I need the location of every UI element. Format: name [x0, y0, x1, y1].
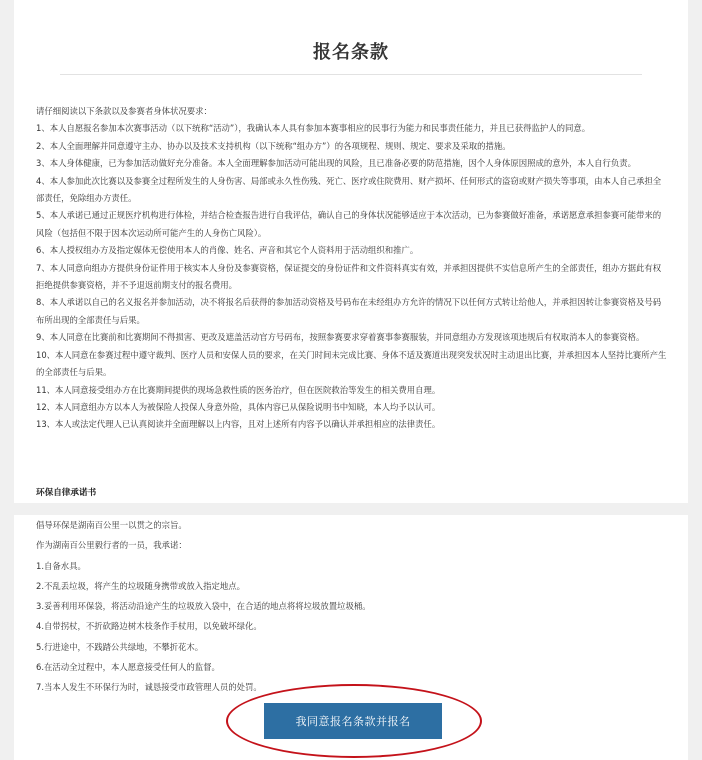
env-line: 7.当本人发生不环保行为时，诚恳接受市政管理人员的处罚。: [36, 682, 262, 693]
terms-item: 3、本人身体健康，已为参加活动做好充分准备。本人全面理解参加活动可能出现的风险，且已准备必要的防范措施，因个人身体原因照成的意外，本人自行负责。: [36, 158, 636, 169]
terms-item: 10、本人同意在参赛过程中遵守裁判、医疗人员和安保人员的要求，在关门时间未完成比赛、身体不适及赛道出现突发状况时主动退出比赛，并承担因本人坚持比赛所产生的全部责任与后果。: [36, 349, 667, 378]
env-line: 1.自备水具。: [36, 560, 86, 571]
terms-item: 7、本人同意向组办方提供身份证件用于核实本人身份及参赛资格，保证提交的身份证件和文件资料真实有效，并承担因提供不实信息所产生的全部责任，组办方据此有权拒绝提供参赛资格，并不予退返前期支付的报名费用。: [36, 262, 662, 291]
terms-item: 12、本人同意组办方以本人为被保险人投保人身意外险，具体内容已从保险说明书中知晓，本人均予以认可。: [36, 401, 441, 412]
section-gap: [0, 503, 702, 515]
terms-intro: 请仔细阅读以下条款以及参赛者身体状况要求：: [36, 106, 212, 116]
title-divider: [60, 74, 642, 75]
page-title: 报名条款: [313, 42, 389, 63]
terms-item: 5、本人承诺已通过正规医疗机构进行体检，并结合检查报告进行自我评估，确认自己的身体状况能够适应于本次活动，已为参赛做好准备，承诺愿意承担参赛可能带来的风险（包括但不限于因本次运动所可能产生的人身伤亡风险）。: [36, 210, 662, 238]
env-line: 2.不乱丢垃圾，将产生的垃圾随身携带或放入指定地点。: [36, 580, 245, 591]
terms-item: 11、本人同意接受组办方在比赛期间提供的现场急救性质的医务治疗，但在医院救治等发生的相关费用自理。: [36, 384, 441, 395]
env-line: 6.在活动全过程中，本人愿意接受任何人的监督。: [36, 662, 220, 673]
terms-item: 2、本人全面理解并同意遵守主办、协办以及技术支持机构（以下统称“组办方”）的各项规程、规则、规定、要求及采取的措施。: [36, 140, 511, 151]
terms-item: 1、本人自愿报名参加本次赛事活动（以下统称“活动”），我确认本人具有参加本赛事相应的民事行为能力和民事责任能力，并且已获得监护人的同意。: [36, 123, 591, 134]
terms-item: 8、本人承诺以自己的名义报名并参加活动，决不将报名后获得的参加活动资格及号码布在未经组办方允许的情况下以任何方式转让给他人，并承担因转让参赛资格及号码布所出现的全部责任与后果。: [36, 297, 662, 325]
env-pledge-section: [36, 515, 668, 698]
terms-item: 6、本人授权组办方及指定媒体无偿使用本人的肖像、姓名、声音和其它个人资料用于活动组织和推广。: [36, 245, 419, 256]
terms-item: 9、本人同意在比赛前和比赛期间不得损害、更改及遮盖活动官方号码布，按照参赛要求穿着赛事参赛服装，并同意组办方发现该项违规后有权取消本人的参赛资格。: [36, 332, 645, 343]
env-line: 5.行进途中，不践踏公共绿地，不攀折花木。: [36, 641, 204, 652]
terms-item: 4、本人参加此次比赛以及参赛全过程所发生的人身伤害、局部或永久性伤残、死亡、医疗或住院费用、财产损坏、任何形式的盗窃或财产损失等事项，由本人自己承担全部责任，免除组办方责任。: [36, 175, 662, 204]
terms-item: 13、本人或法定代理人已认真阅读并全面理解以上内容，且对上述所有内容予以确认并承担相应的法律责任。: [36, 419, 441, 430]
env-line: 4.自带拐杖，不折砍路边树木枝条作手杖用，以免破坏绿化。: [36, 621, 262, 632]
terms-section: [36, 103, 668, 434]
env-line: 3.妥善利用环保袋，将活动沿途产生的垃圾放入袋中，在合适的地点将将垃圾放置垃圾桶。: [36, 601, 371, 612]
agree-and-register-button[interactable]: 我同意报名条款并报名: [264, 703, 442, 739]
env-pledge-title: 环保自律承诺书: [36, 488, 97, 498]
env-line: 倡导环保是湖南百公里一以贯之的宗旨。: [36, 520, 187, 530]
env-line: 作为湖南百公里毅行者的一员，我承诺：: [36, 540, 187, 551]
